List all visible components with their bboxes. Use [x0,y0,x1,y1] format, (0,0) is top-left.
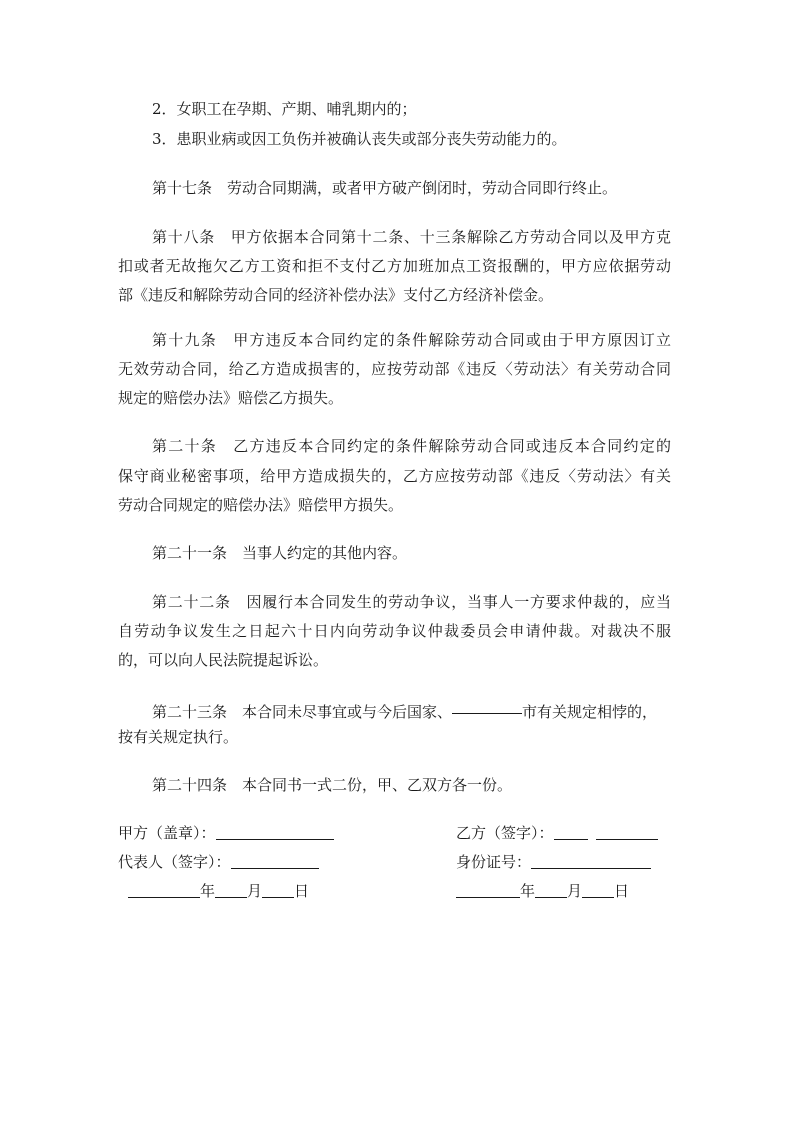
article-21: 第二十一条 当事人约定的其他内容。 [152,544,408,562]
article-24: 第二十四条 本合同书一式二份，甲、乙双方各一份。 [152,776,513,794]
article-17: 第十七条 劳动合同期满，或者甲方破产倒闭时，劳动合同即行终止。 [152,179,618,197]
representative-row [118,852,319,872]
article-20-line-2: 保守商业秘密事项，给甲方造成损失的，乙方应按劳动部《违反〈劳动法〉有关 [118,467,671,485]
party-a-date-row [128,881,309,901]
representative-label: 代表人（签字）： [118,853,231,871]
article-18-line-2: 扣或者无故拖欠乙方工资和拒不支付乙方加班加点工资报酬的，甲方应依据劳动 [118,257,671,275]
party-b-signature-row [456,823,658,843]
id-number-row [456,852,651,872]
party-b-year-label: 年 [520,882,536,900]
article-23-line-2: 按有关规定执行。 [118,728,239,746]
party-a-day-blank[interactable] [262,882,294,898]
article-19-line-2: 无效劳动合同，给乙方造成损害的，应按劳动部《违反〈劳动法〉有关劳动合同 [118,360,671,378]
id-number-blank[interactable] [531,853,651,869]
article-19-line-3: 规定的赔偿办法》赔偿乙方损失。 [118,389,344,407]
article-18-line-1: 第十八条 甲方依据本合同第十二条、十三条解除乙方劳动合同以及甲方克 [152,228,671,246]
city-blank[interactable] [452,698,522,714]
party-b-signature-blank-2[interactable] [596,824,658,840]
party-b-month-label: 月 [567,882,583,900]
clause-item-3: 3．患职业病或因工负伤并被确认丧失或部分丧失劳动能力的。 [152,130,567,148]
article-23-text-before: 第二十三条 本合同未尽事宜或与今后国家、 [152,703,453,721]
article-22-line-1: 第二十二条 因履行本合同发生的劳动争议，当事人一方要求仲裁的，应当 [152,593,671,611]
article-22-line-2: 自劳动争议发生之日起六十日内向劳动争议仲裁委员会申请仲裁。对裁决不服 [118,622,671,640]
party-a-seal-row [118,823,334,843]
party-a-month-blank[interactable] [215,882,247,898]
party-a-label: 甲方（盖章）： [118,824,216,842]
party-b-day-blank[interactable] [582,882,614,898]
party-b-signature-blank-1[interactable] [554,824,588,840]
party-a-month-label: 月 [247,882,263,900]
article-20-line-3: 劳动合同规定的赔偿办法》赔偿甲方损失。 [118,496,404,514]
party-a-year-label: 年 [200,882,216,900]
party-a-seal-blank[interactable] [216,824,334,840]
article-20-line-1: 第二十条 乙方违反本合同约定的条件解除劳动合同或违反本合同约定的 [152,437,671,455]
party-b-date-row [456,881,629,901]
article-23-line-1 [152,698,658,721]
id-number-label: 身份证号： [456,853,532,871]
party-a-year-blank[interactable] [128,882,200,898]
clause-item-2: 2．女职工在孕期、产期、哺乳期内的； [152,100,417,118]
party-b-month-blank[interactable] [535,882,567,898]
representative-signature-blank[interactable] [231,853,319,869]
party-a-day-label: 日 [294,882,310,900]
article-19-line-1: 第十九条 甲方违反本合同约定的条件解除劳动合同或由于甲方原因订立 [152,331,671,349]
article-23-text-after: 市有关规定相悖的， [522,703,658,721]
party-b-year-blank[interactable] [456,882,520,898]
party-b-day-label: 日 [614,882,630,900]
article-18-line-3: 部《违反和解除劳动合同的经济补偿办法》支付乙方经济补偿金。 [118,286,554,304]
article-22-line-3: 的，可以向人民法院提起诉讼。 [118,651,329,669]
party-b-label: 乙方（签字）： [456,824,554,842]
